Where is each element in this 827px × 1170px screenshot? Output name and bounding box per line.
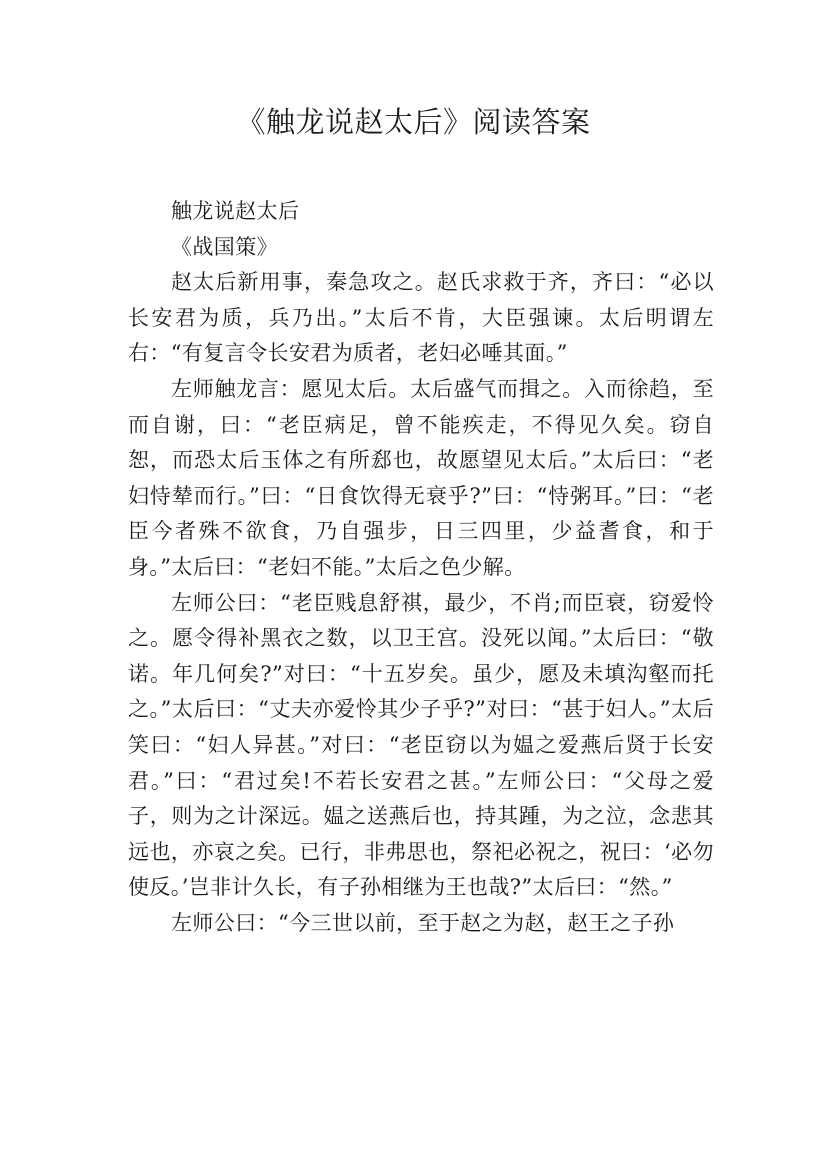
- document-body: [128, 194, 714, 941]
- paragraph-3: 左师公曰：“老臣贱息舒祺，最少，不肖;而臣衰，窃爱怜之。愿令得补黑衣之数，以卫王宫。没死以闻。”太后曰：“敬诺。年几何矣?”对曰：“十五岁矣。虽少，愿及未填沟壑而托之。”太后曰：“丈夫亦爱怜其少子乎?”对曰：“甚于妇人。”太后笑曰：“妇人异甚。”对曰：“老臣窃以为媪之爱燕后贤于长安君。”曰：“君过矣!不若长安君之甚。”左师公曰：“父母之爱子，则为之计深远。媪之送燕后也，持其踵，为之泣，念悲其远也，亦哀之矣。已行，非弗思也，祭祀必祝之，祝曰：‘必勿使反。’岂非计久长，有子孙相继为王也哉?”太后曰：“然。”: [128, 590, 714, 900]
- document-title: 《触龙说赵太后》阅读答案: [236, 105, 591, 139]
- paragraph-2: 左师触龙言：愿见太后。太后盛气而揖之。入而徐趋，至而自谢，曰：“老臣病足，曾不能疾走，不得见久矣。窃自恕，而恐太后玉体之有所郄也，故愿望见太后。”太后曰：“老妇恃辇而行。”曰：“日食饮得无衰乎?”曰：“恃粥耳。”曰：“老臣今者殊不欲食，乃自强步，日三四里，少益耆食，和于身。”太后曰：“老妇不能。”太后之色少解。: [128, 376, 714, 579]
- paragraph-4: 左师公曰：“今三世以前，至于赵之为赵，赵王之子孙: [171, 910, 675, 935]
- text-subtitle: 触龙说赵太后: [171, 199, 300, 223]
- paragraph-1: 赵太后新用事，秦急攻之。赵氏求救于齐，齐曰：“必以长安君为质，兵乃出。”太后不肯，大臣强谏。太后明谓左右：“有复言令长安君为质者，老妇必唾其面。”: [128, 270, 714, 366]
- text-source: 《战国策》: [171, 234, 278, 259]
